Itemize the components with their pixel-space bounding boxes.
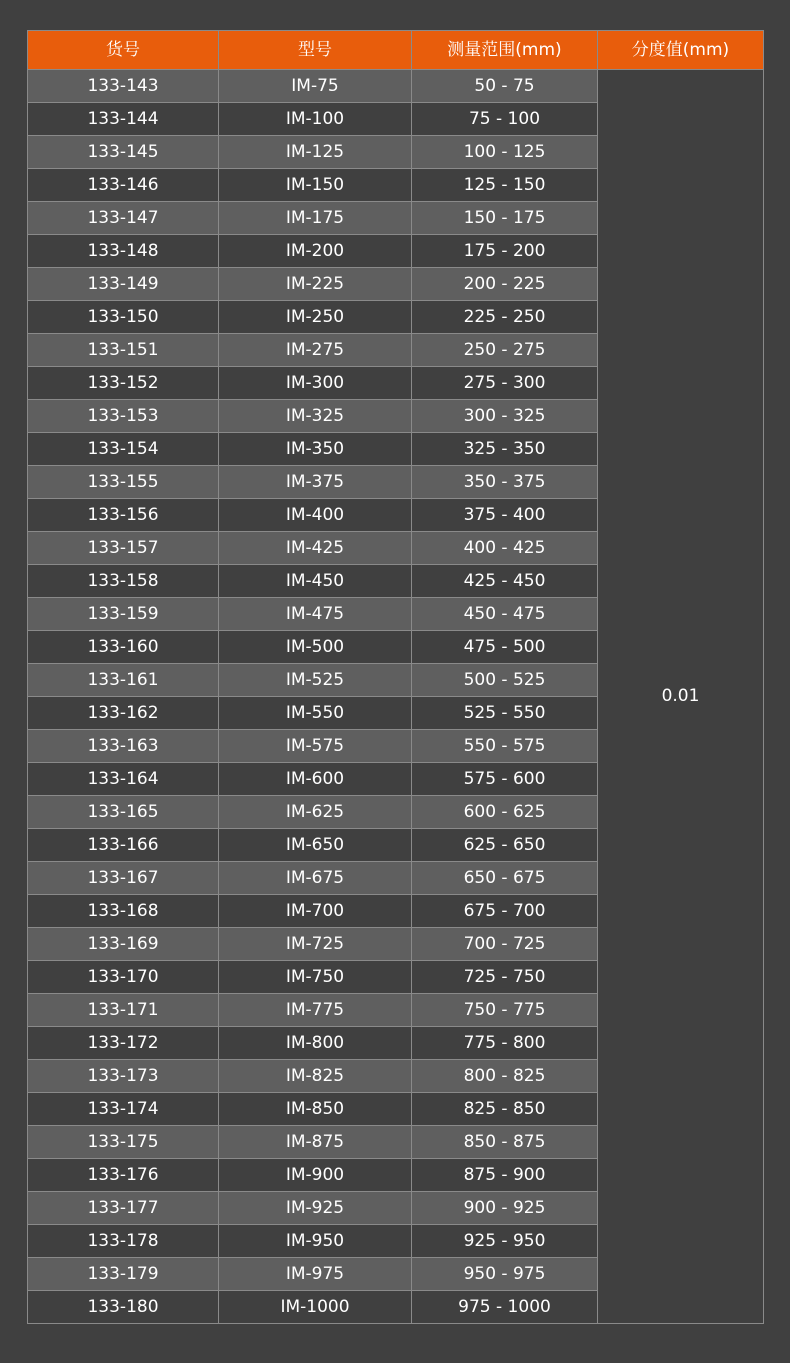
cell-range: 850 - 875 <box>412 1126 598 1159</box>
table-header <box>28 31 764 70</box>
cell-range: 425 - 450 <box>412 565 598 598</box>
cell-model: IM-175 <box>219 202 412 235</box>
cell-item-no: 133-173 <box>28 1060 219 1093</box>
cell-model: IM-275 <box>219 334 412 367</box>
cell-range: 50 - 75 <box>412 70 598 103</box>
cell-model: IM-250 <box>219 301 412 334</box>
cell-model: IM-200 <box>219 235 412 268</box>
cell-model: IM-925 <box>219 1192 412 1225</box>
cell-model: IM-675 <box>219 862 412 895</box>
cell-range: 725 - 750 <box>412 961 598 994</box>
cell-model: IM-725 <box>219 928 412 961</box>
cell-item-no: 133-147 <box>28 202 219 235</box>
cell-range: 950 - 975 <box>412 1258 598 1291</box>
cell-range: 975 - 1000 <box>412 1291 598 1324</box>
cell-item-no: 133-178 <box>28 1225 219 1258</box>
cell-item-no: 133-154 <box>28 433 219 466</box>
cell-item-no: 133-162 <box>28 697 219 730</box>
cell-item-no: 133-145 <box>28 136 219 169</box>
cell-range: 925 - 950 <box>412 1225 598 1258</box>
cell-model: IM-150 <box>219 169 412 202</box>
cell-range: 375 - 400 <box>412 499 598 532</box>
cell-model: IM-300 <box>219 367 412 400</box>
cell-model: IM-775 <box>219 994 412 1027</box>
cell-item-no: 133-156 <box>28 499 219 532</box>
cell-item-no: 133-143 <box>28 70 219 103</box>
header-row <box>28 31 764 70</box>
cell-range: 475 - 500 <box>412 631 598 664</box>
cell-range: 550 - 575 <box>412 730 598 763</box>
cell-item-no: 133-149 <box>28 268 219 301</box>
cell-model: IM-575 <box>219 730 412 763</box>
cell-item-no: 133-165 <box>28 796 219 829</box>
cell-model: IM-900 <box>219 1159 412 1192</box>
cell-item-no: 133-152 <box>28 367 219 400</box>
cell-division-value: 0.01 <box>598 70 764 1324</box>
cell-range: 800 - 825 <box>412 1060 598 1093</box>
cell-range: 400 - 425 <box>412 532 598 565</box>
cell-model: IM-650 <box>219 829 412 862</box>
cell-range: 575 - 600 <box>412 763 598 796</box>
cell-model: IM-225 <box>219 268 412 301</box>
cell-range: 600 - 625 <box>412 796 598 829</box>
header-model: 型号 <box>219 31 412 70</box>
cell-range: 525 - 550 <box>412 697 598 730</box>
cell-item-no: 133-176 <box>28 1159 219 1192</box>
cell-model: IM-850 <box>219 1093 412 1126</box>
cell-item-no: 133-155 <box>28 466 219 499</box>
cell-item-no: 133-179 <box>28 1258 219 1291</box>
cell-item-no: 133-144 <box>28 103 219 136</box>
cell-model: IM-100 <box>219 103 412 136</box>
table-row <box>28 70 764 103</box>
cell-item-no: 133-159 <box>28 598 219 631</box>
cell-range: 675 - 700 <box>412 895 598 928</box>
table-body <box>28 70 764 1324</box>
cell-model: IM-975 <box>219 1258 412 1291</box>
cell-model: IM-325 <box>219 400 412 433</box>
cell-item-no: 133-170 <box>28 961 219 994</box>
cell-model: IM-400 <box>219 499 412 532</box>
cell-model: IM-425 <box>219 532 412 565</box>
cell-item-no: 133-163 <box>28 730 219 763</box>
cell-model: IM-700 <box>219 895 412 928</box>
cell-range: 650 - 675 <box>412 862 598 895</box>
cell-item-no: 133-161 <box>28 664 219 697</box>
cell-model: IM-475 <box>219 598 412 631</box>
cell-item-no: 133-174 <box>28 1093 219 1126</box>
cell-model: IM-525 <box>219 664 412 697</box>
cell-item-no: 133-164 <box>28 763 219 796</box>
cell-range: 275 - 300 <box>412 367 598 400</box>
cell-range: 625 - 650 <box>412 829 598 862</box>
cell-model: IM-600 <box>219 763 412 796</box>
cell-item-no: 133-177 <box>28 1192 219 1225</box>
cell-model: IM-825 <box>219 1060 412 1093</box>
spec-table <box>27 30 764 1324</box>
cell-item-no: 133-153 <box>28 400 219 433</box>
cell-model: IM-350 <box>219 433 412 466</box>
cell-item-no: 133-148 <box>28 235 219 268</box>
cell-item-no: 133-150 <box>28 301 219 334</box>
cell-model: IM-1000 <box>219 1291 412 1324</box>
cell-model: IM-550 <box>219 697 412 730</box>
cell-range: 450 - 475 <box>412 598 598 631</box>
cell-model: IM-875 <box>219 1126 412 1159</box>
header-range: 测量范围(mm) <box>412 31 598 70</box>
cell-range: 750 - 775 <box>412 994 598 1027</box>
cell-range: 500 - 525 <box>412 664 598 697</box>
cell-item-no: 133-169 <box>28 928 219 961</box>
cell-range: 300 - 325 <box>412 400 598 433</box>
cell-item-no: 133-146 <box>28 169 219 202</box>
cell-item-no: 133-158 <box>28 565 219 598</box>
cell-range: 775 - 800 <box>412 1027 598 1060</box>
cell-range: 325 - 350 <box>412 433 598 466</box>
cell-range: 75 - 100 <box>412 103 598 136</box>
cell-item-no: 133-160 <box>28 631 219 664</box>
cell-item-no: 133-175 <box>28 1126 219 1159</box>
cell-item-no: 133-180 <box>28 1291 219 1324</box>
cell-item-no: 133-172 <box>28 1027 219 1060</box>
cell-item-no: 133-151 <box>28 334 219 367</box>
cell-range: 150 - 175 <box>412 202 598 235</box>
cell-range: 700 - 725 <box>412 928 598 961</box>
cell-range: 125 - 150 <box>412 169 598 202</box>
cell-model: IM-500 <box>219 631 412 664</box>
cell-model: IM-950 <box>219 1225 412 1258</box>
cell-model: IM-625 <box>219 796 412 829</box>
cell-model: IM-75 <box>219 70 412 103</box>
cell-model: IM-375 <box>219 466 412 499</box>
cell-range: 175 - 200 <box>412 235 598 268</box>
header-item-no: 货号 <box>28 31 219 70</box>
cell-item-no: 133-167 <box>28 862 219 895</box>
cell-item-no: 133-168 <box>28 895 219 928</box>
header-division: 分度值(mm) <box>598 31 764 70</box>
cell-range: 100 - 125 <box>412 136 598 169</box>
cell-range: 250 - 275 <box>412 334 598 367</box>
cell-range: 350 - 375 <box>412 466 598 499</box>
cell-range: 875 - 900 <box>412 1159 598 1192</box>
cell-item-no: 133-166 <box>28 829 219 862</box>
cell-range: 225 - 250 <box>412 301 598 334</box>
cell-model: IM-125 <box>219 136 412 169</box>
cell-range: 900 - 925 <box>412 1192 598 1225</box>
cell-range: 200 - 225 <box>412 268 598 301</box>
cell-item-no: 133-171 <box>28 994 219 1027</box>
cell-model: IM-800 <box>219 1027 412 1060</box>
cell-item-no: 133-157 <box>28 532 219 565</box>
cell-model: IM-750 <box>219 961 412 994</box>
cell-range: 825 - 850 <box>412 1093 598 1126</box>
cell-model: IM-450 <box>219 565 412 598</box>
